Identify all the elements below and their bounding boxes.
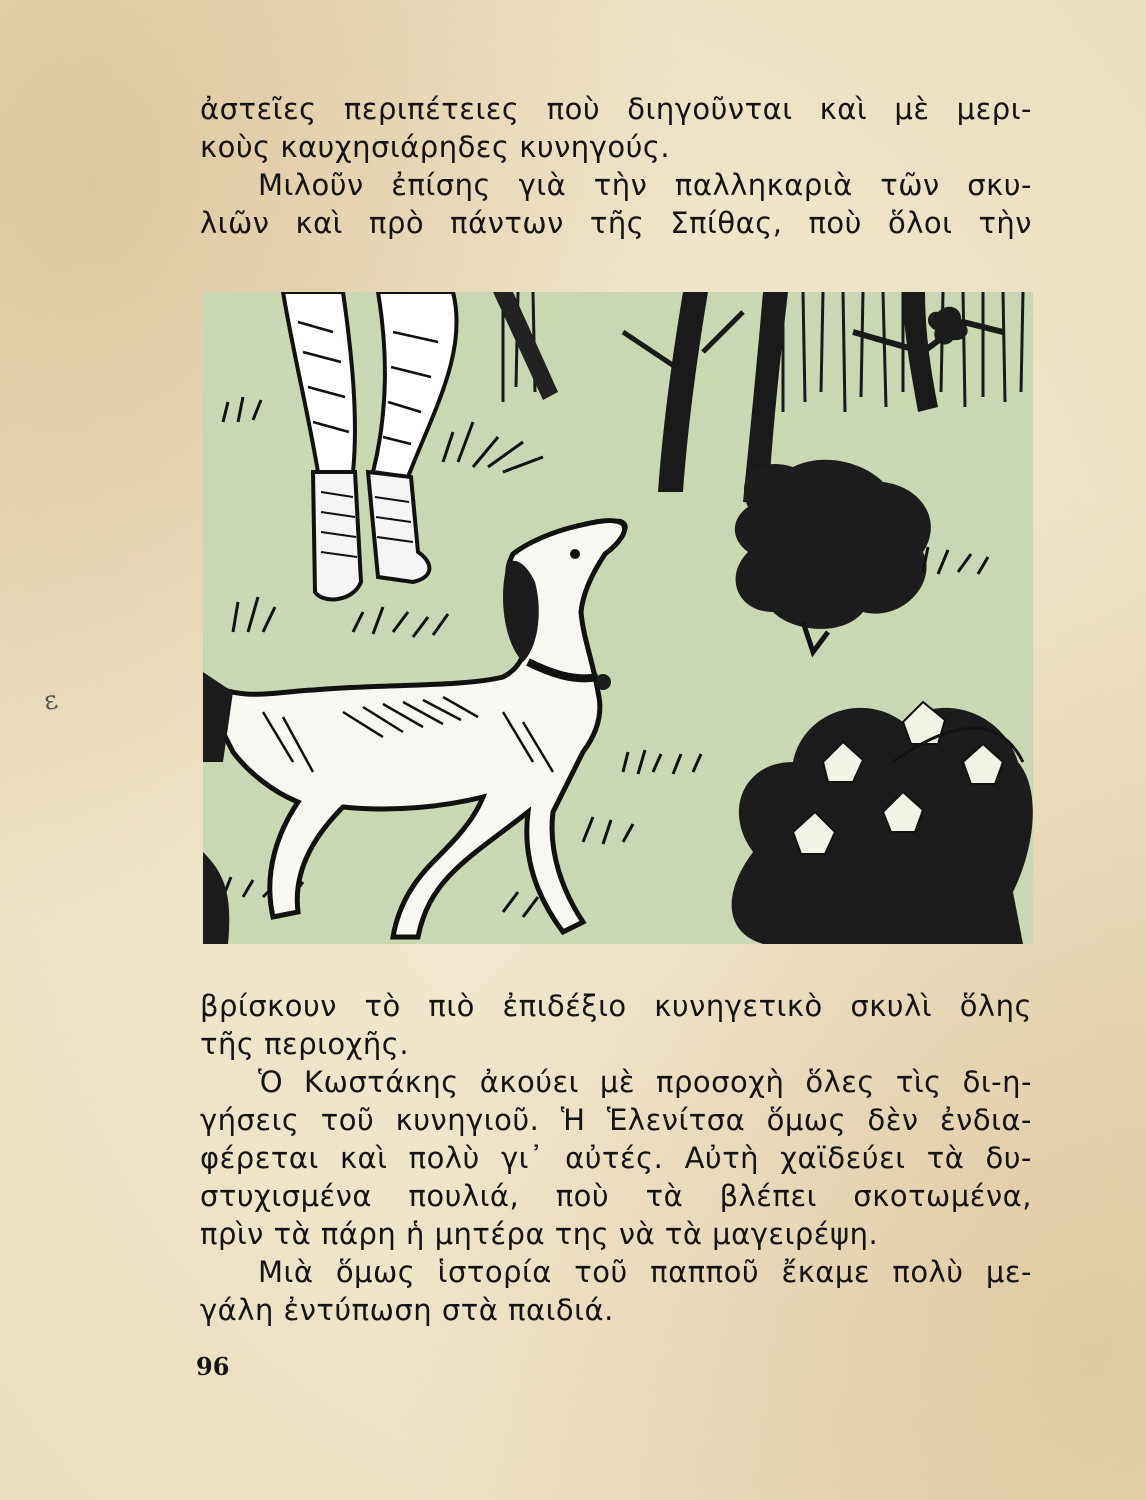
text-line: βρίσκουν τὸ πιὸ ἐπιδέξιο κυνηγετικὸ σκυλὶ ὅλης [200, 989, 1032, 1023]
text-line: ἀστεῖες περιπέτειες ποὺ διηγοῦνται καὶ μὲ μερι- [200, 92, 1032, 126]
bottom-text-block [200, 987, 1032, 1329]
text-line: κοὺς καυχησιάρηδες κυνηγούς. [200, 130, 671, 164]
text-line: γάλη ἐντύπωση στὰ παιδιά. [200, 1293, 614, 1327]
page-number: 96 [196, 1352, 230, 1381]
margin-mark: ε [41, 685, 60, 717]
text-line: Ὁ Κωστάκης ἀκούει μὲ προσοχὴ ὅλες τὶς δι-η- [258, 1065, 1032, 1099]
text-line: γήσεις τοῦ κυνηγιοῦ. Ἡ Ἑλενίτσα ὅμως δὲν ἐνδια- [200, 1103, 1032, 1137]
text-line: Μιὰ ὅμως ἱστορία τοῦ παπποῦ ἔκαμε πολὺ με- [258, 1255, 1032, 1289]
text-line: λιῶν καὶ πρὸ πάντων τῆς Σπίθας, ποὺ ὅλοι τὴν [200, 206, 1032, 240]
top-text-block [200, 90, 1032, 242]
text-line: στυχισμένα πουλιά, ποὺ τὰ βλέπει σκοτωμένα, [200, 1179, 1032, 1213]
text-line: πρὶν τὰ πάρη ἡ μητέρα της νὰ τὰ μαγειρέψη. [200, 1217, 879, 1251]
hunting-dog-illustration [203, 292, 1033, 944]
text-line: τῆς περιοχῆς. [200, 1027, 410, 1061]
text-line: Μιλοῦν ἐπίσης γιὰ τὴν παλληκαριὰ τῶν σκυ- [258, 168, 1032, 202]
text-line: φέρεται καὶ πολὺ γι᾿ αὐτές. Αὐτὴ χαϊδεύει τὰ δυ- [200, 1141, 1032, 1175]
